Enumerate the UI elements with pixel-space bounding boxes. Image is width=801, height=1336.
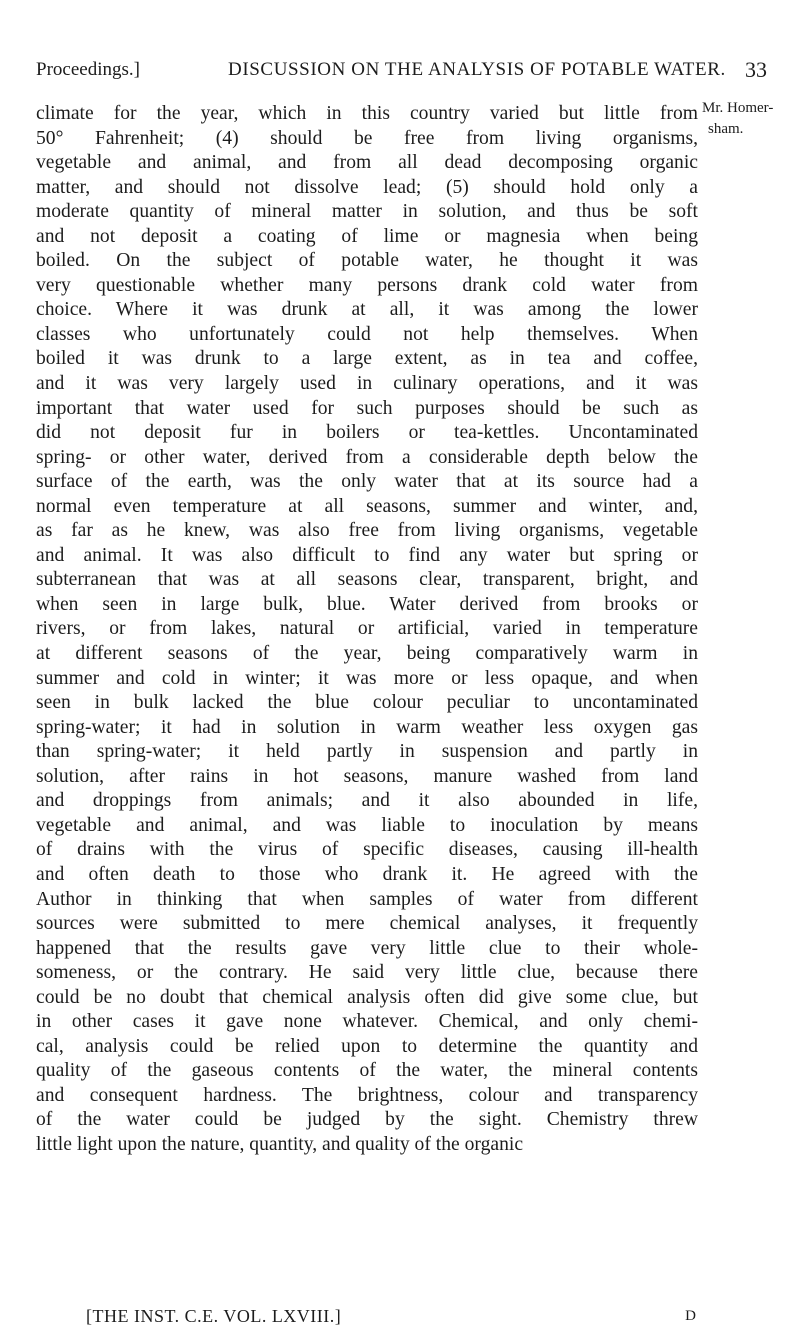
text-line: normal even temperature at all seasons, summer and winter, and, — [36, 495, 698, 517]
text-line: could be no doubt that chemical analysis often did give some clue, but — [36, 986, 698, 1008]
footer-signature: [THE INST. C.E. VOL. LXVIII.] — [86, 1306, 342, 1326]
text-line: someness, or the contrary. He said very little clue, because there — [36, 962, 698, 984]
text-line: of the water could be judged by the sight. Chemistry threw — [36, 1109, 698, 1131]
running-header — [36, 50, 771, 90]
text-line: than spring-water; it held partly in suspension and partly in — [36, 741, 698, 763]
margin-note-line-1: Mr. Homer- — [702, 100, 774, 116]
text-line: moderate quantity of mineral matter in solution, and thus be soft — [36, 201, 698, 223]
text-line: matter, and should not dissolve lead; (5) should hold only a — [36, 176, 698, 198]
page-footer — [86, 1304, 696, 1328]
text-line: when seen in large bulk, blue. Water derived from brooks or — [36, 593, 698, 615]
margin-note-speaker — [702, 98, 801, 140]
margin-note-line-2: sham. — [708, 121, 744, 137]
text-line: vegetable and animal, and from all dead decomposing organic — [36, 152, 698, 174]
text-line: cal, analysis could be relied upon to determine the quantity and — [36, 1035, 698, 1057]
text-line: sources were submitted to mere chemical analyses, it frequently — [36, 913, 698, 935]
text-line: subterranean that was at all seasons clear, transparent, bright, and — [36, 569, 698, 591]
text-line: and animal. It was also difficult to find any water but spring or — [36, 544, 698, 566]
text-line: at different seasons of the year, being comparatively warm in — [36, 643, 698, 665]
text-line: happened that the results gave very little clue to their whole- — [36, 937, 698, 959]
text-line: spring- or other water, derived from a considerable depth below the — [36, 446, 698, 468]
footer-signature-letter: D — [685, 1308, 696, 1324]
text-line: and it was very largely used in culinary operations, and it was — [36, 373, 698, 395]
text-line: important that water used for such purposes should be such as — [36, 397, 698, 419]
header-proceedings: Proceedings.] — [36, 59, 140, 80]
text-line: choice. Where it was drunk at all, it was among the lower — [36, 299, 698, 321]
text-line: boiled it was drunk to a large extent, as in tea and coffee, — [36, 348, 698, 370]
text-line: of drains with the virus of specific diseases, causing ill-health — [36, 839, 698, 861]
text-line: Author in thinking that when samples of water from different — [36, 888, 698, 910]
text-line: summer and cold in winter; it was more or less opaque, and when — [36, 667, 698, 689]
text-line: did not deposit fur in boilers or tea-kettles. Uncontaminated — [36, 422, 698, 444]
body-paragraph — [36, 102, 698, 1158]
text-line: spring-water; it had in solution in warm weather less oxygen gas — [36, 716, 698, 738]
text-line: vegetable and animal, and was liable to inoculation by means — [36, 814, 698, 836]
text-line: rivers, or from lakes, natural or artificial, varied in temperature — [36, 618, 698, 640]
header-title: DISCUSSION ON THE ANALYSIS OF POTABLE WATER. — [228, 59, 726, 80]
text-line: solution, after rains in hot seasons, manure washed from land — [36, 765, 698, 787]
text-line: 50° Fahrenheit; (4) should be free from living organisms, — [36, 127, 698, 149]
text-line: climate for the year, which in this country varied but little from — [36, 103, 698, 124]
text-line: boiled. On the subject of potable water, he thought it was — [36, 250, 698, 272]
text-line: in other cases it gave none whatever. Chemical, and only chemi- — [36, 1011, 698, 1033]
text-line: seen in bulk lacked the blue colour peculiar to uncontaminated — [36, 692, 698, 714]
text-line: as far as he knew, was also free from living organisms, vegetable — [36, 520, 698, 542]
page-number: 33 — [745, 57, 767, 82]
text-line: surface of the earth, was the only water that at its source had a — [36, 471, 698, 493]
text-line: and not deposit a coating of lime or magnesia when being — [36, 225, 698, 247]
text-line: and often death to those who drank it. He agreed with the — [36, 863, 698, 885]
text-line: and droppings from animals; and it also abounded in life, — [36, 790, 698, 812]
text-line: very questionable whether many persons drank cold water from — [36, 274, 698, 296]
text-line: and consequent hardness. The brightness, colour and transparency — [36, 1084, 698, 1106]
text-line: quality of the gaseous contents of the water, the mineral contents — [36, 1060, 698, 1082]
text-line: little light upon the nature, quantity, and quality of the organic — [36, 1133, 524, 1155]
text-line: classes who unfortunately could not help themselves. When — [36, 323, 698, 345]
